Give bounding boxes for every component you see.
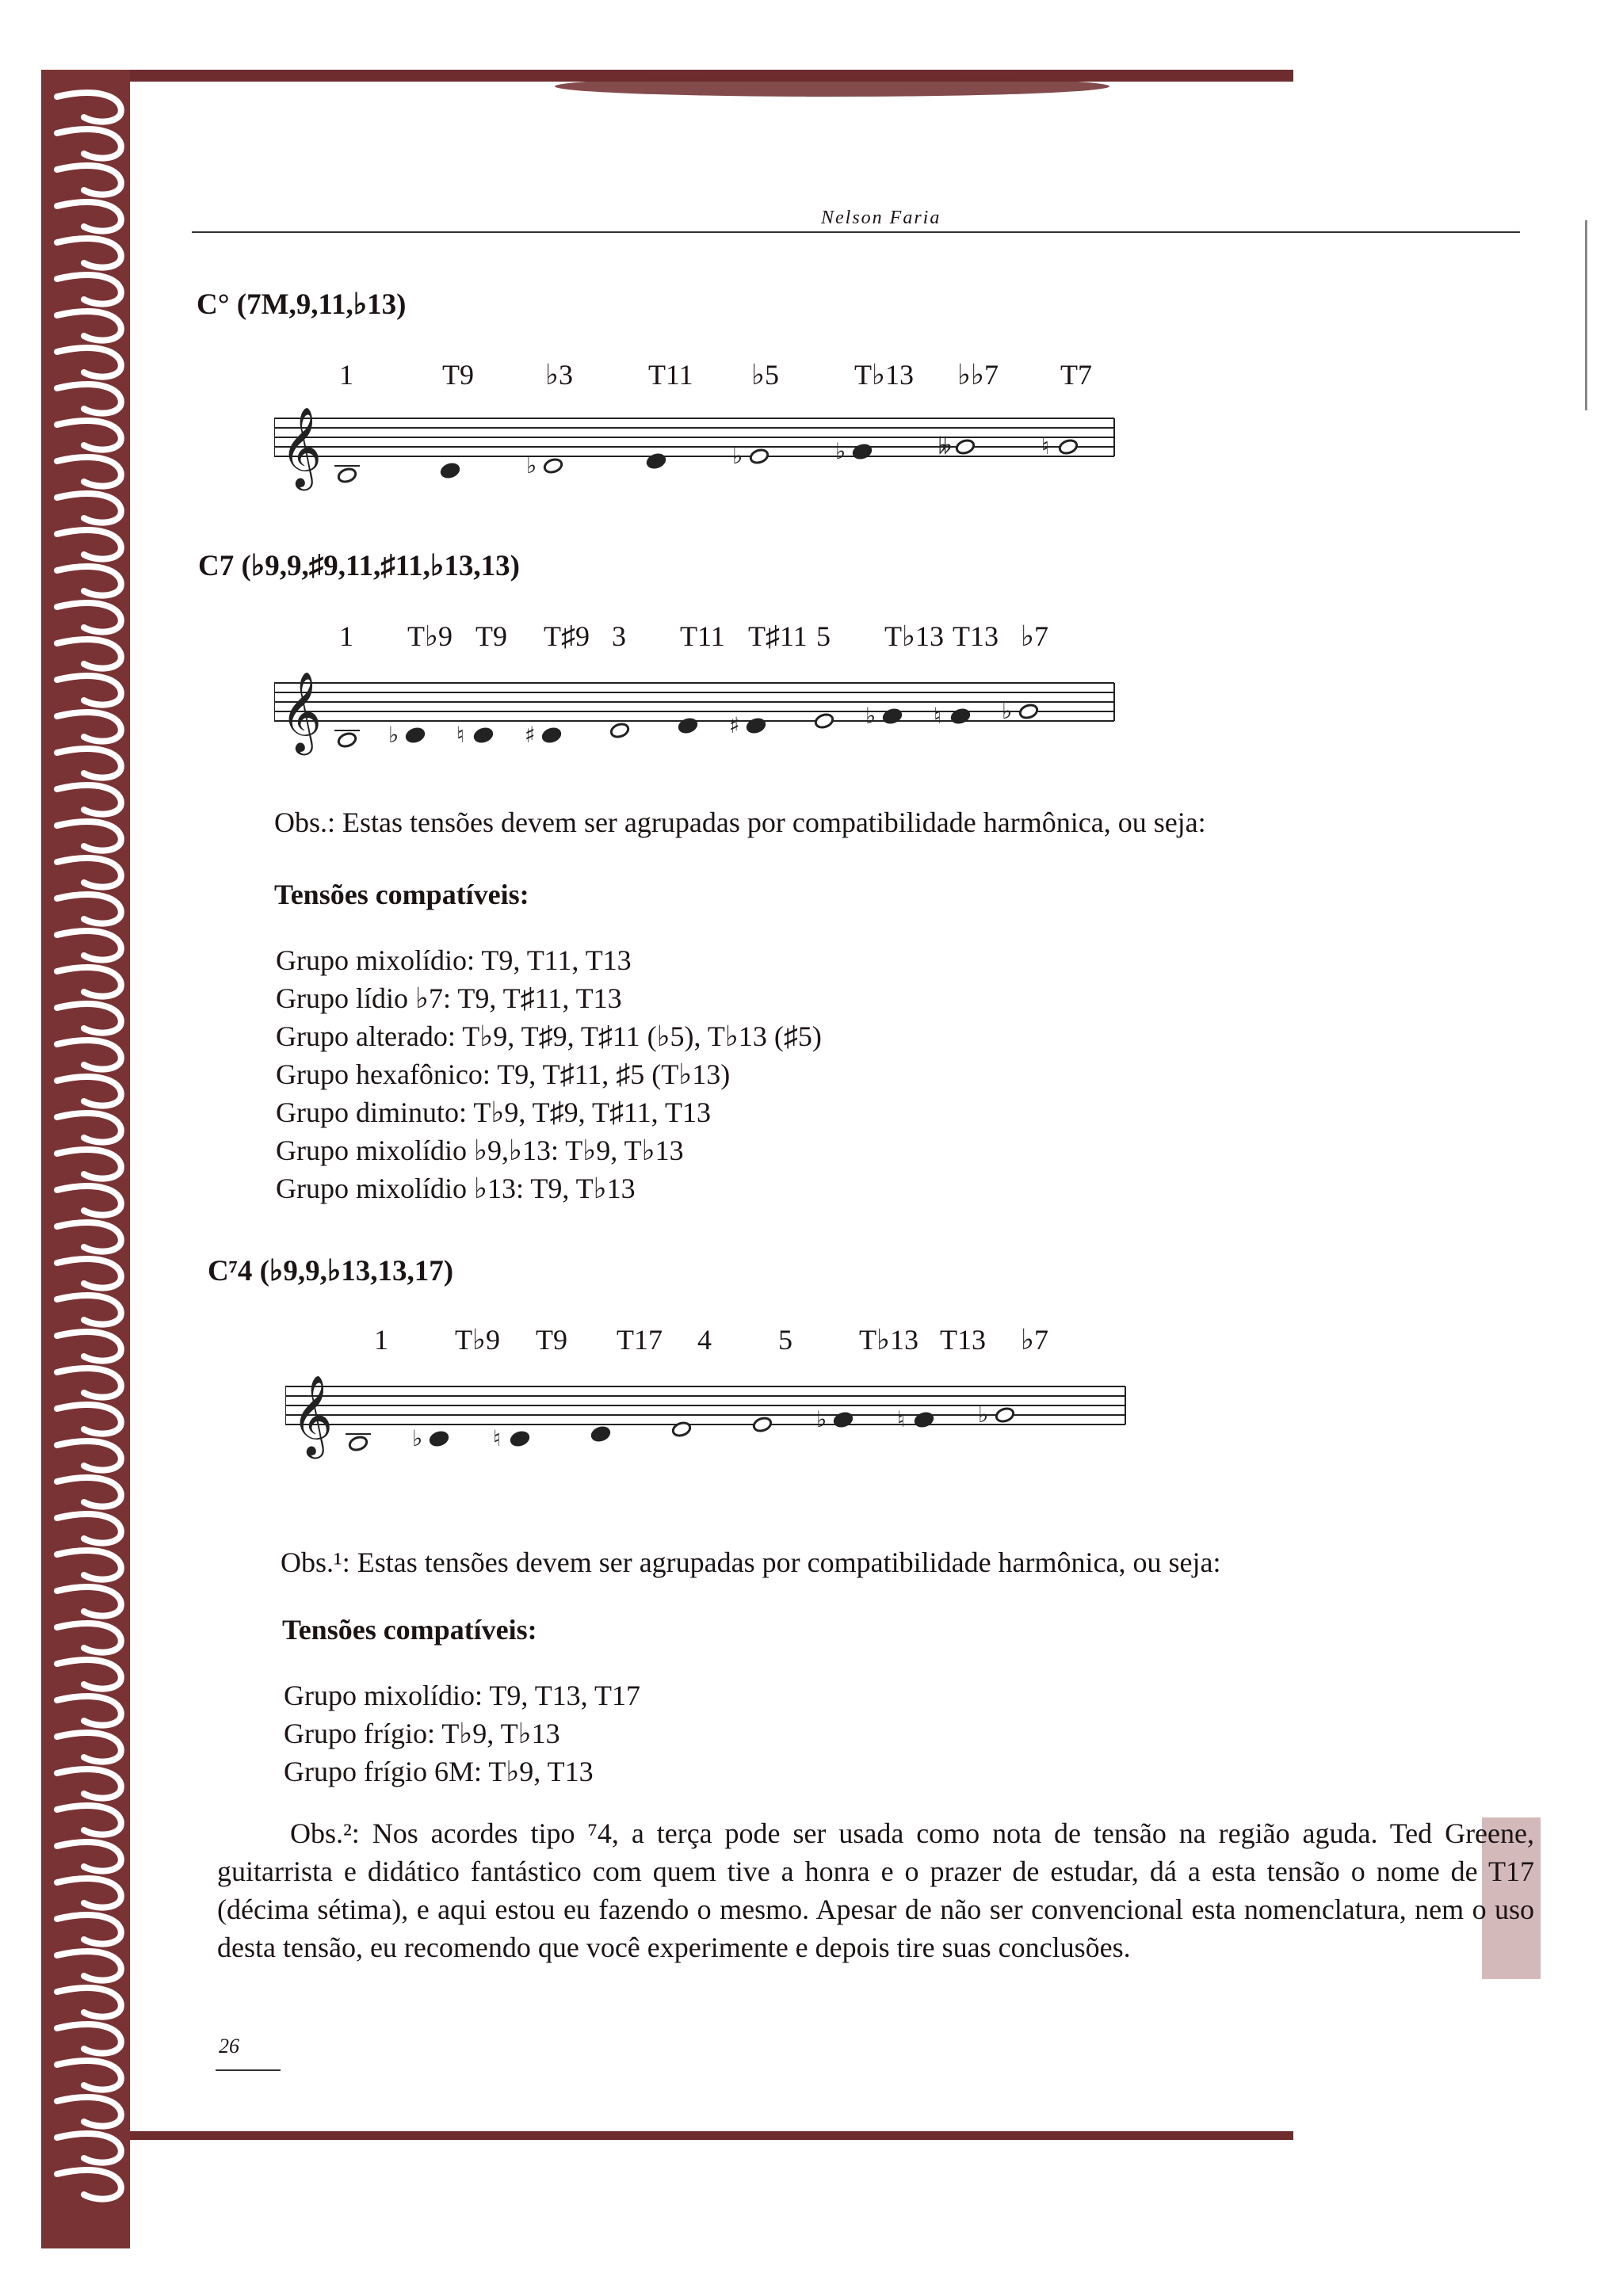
treble-clef-icon: 𝄞 (281, 670, 323, 752)
spiral-ring (57, 1842, 121, 1871)
degree-label: T7 (1060, 359, 1092, 391)
note-head-icon (543, 457, 563, 475)
spiral-ring (57, 1951, 121, 1981)
degree-label: ♭5 (751, 359, 779, 391)
spiral-ring (57, 1441, 121, 1470)
spiral-ring (57, 494, 121, 523)
degree-label: T♭9 (455, 1324, 500, 1356)
spiral-ring (57, 1004, 121, 1033)
group-list-1 (276, 941, 822, 1207)
obs-intro-2: Obs.¹: Estas tensões devem ser agrupadas por compatibilidade harmônica, ou seja: (281, 1547, 1221, 1578)
page-number: 26 (219, 2035, 239, 2058)
spiral-ring (57, 1478, 121, 1507)
accidental: ♮ (456, 722, 465, 748)
accidental: 𝄫 (938, 433, 952, 460)
ink-smudge (555, 76, 1109, 97)
note-head-icon (440, 462, 460, 479)
chord-title-cdim: C° (7M,9,11,♭13) (197, 288, 407, 321)
accidental: ♮ (934, 703, 942, 729)
spiral-ring (57, 1040, 121, 1070)
degree-label: 1 (339, 359, 353, 391)
group-item: Grupo frígio: T♭9, T♭13 (284, 1718, 560, 1749)
accidental: ♭ (732, 443, 743, 469)
degree-label: T♭9 (407, 620, 453, 652)
spiral-ring (57, 2024, 121, 2054)
chord-title-c7: C7 (♭9,9,♯9,11,♯11,♭13,13) (198, 550, 520, 582)
note-head-icon (752, 1416, 773, 1433)
degree-label: T♭13 (884, 620, 944, 652)
spiral-ring (57, 238, 121, 268)
note-head-icon (1018, 703, 1039, 720)
degree-label: T9 (536, 1324, 567, 1356)
note-head-icon (337, 467, 357, 484)
degree-label: T13 (940, 1324, 986, 1356)
note-head-icon (671, 1421, 692, 1438)
paragraph-text: Obs.²: Nos acordes tipo ⁷4, a terça pode ser usada como nota de tensão na região aguda. Ted Greene, guitarrista e didático fantástico com quem tive a honra e o prazer de estudar, dá a esta tensão o nome de T17 (décima sétima), e aqui estou eu fazendo o mesmo. Apesar de não ser convencional esta nomenclatura, nem o uso desta tensão, eu recomendo que você experimente e depois tire suas conclusões. (217, 1817, 1534, 1963)
group-item: Grupo hexafônico: T9, T♯11, ♯5 (T♭13) (276, 1058, 731, 1090)
accidental: ♯ (525, 722, 536, 748)
spiral-ring (57, 311, 121, 341)
obs-intro-1: Obs.: Estas tensões devem ser agrupadas por compatibilidade harmônica, ou seja: (274, 807, 1206, 838)
spiral-ring (57, 1733, 121, 1762)
degree-label: T♭13 (859, 1324, 918, 1356)
spiral-ring (57, 1915, 121, 1944)
chord-title-c74: C⁷4 (♭9,9,♭13,13,17) (208, 1255, 454, 1287)
spiral-ring (57, 1259, 121, 1288)
compatible-heading-2: Tensões compatíveis: (282, 1614, 537, 1646)
accidental: ♭ (978, 1402, 989, 1428)
spiral-binding-icon (48, 89, 135, 2244)
compatible-heading-1: Tensões compatíveis: (274, 879, 529, 910)
spiral-ring (57, 749, 121, 778)
accidental: ♮ (1041, 433, 1050, 460)
note-head-icon (914, 1411, 934, 1428)
note-head-icon (814, 712, 834, 730)
note-head-icon (405, 727, 426, 744)
spiral-ring (57, 1405, 121, 1434)
note-head-icon (337, 731, 357, 749)
accidental: ♭ (526, 452, 537, 479)
degree-label: T♭13 (854, 359, 914, 391)
note-head-icon (348, 1435, 369, 1452)
spiral-ring (57, 457, 121, 486)
degree-label: T♯9 (544, 620, 590, 652)
degree-label: ♭♭7 (957, 359, 999, 391)
note-head-icon (541, 727, 562, 744)
spiral-ring (57, 166, 121, 195)
spiral-ring (57, 1988, 121, 2017)
spiral-ring (57, 1222, 121, 1252)
spiral-ring (57, 967, 121, 997)
accidental: ♮ (493, 1425, 502, 1451)
note-head-icon (950, 707, 971, 725)
spiral-ring (57, 1150, 121, 1179)
spiral-ring (57, 785, 121, 814)
spiral-ring (57, 1696, 121, 1726)
group-item: Grupo alterado: T♭9, T♯9, T♯11 (♭5), T♭13 (♯5) (276, 1020, 822, 1052)
accidental: ♭ (388, 722, 399, 748)
treble-clef-icon: 𝄞 (292, 1374, 334, 1455)
spiral-ring (57, 1077, 121, 1106)
header-rule (192, 231, 1520, 233)
page-number-rule (216, 2069, 281, 2071)
group-item: Grupo mixolídio ♭9,♭13: T♭9, T♭13 (276, 1135, 684, 1166)
accidental: ♭ (1002, 698, 1013, 724)
spiral-ring (57, 2170, 121, 2199)
staff-c74 (285, 1367, 1141, 1470)
note-head-icon (678, 717, 698, 734)
staff-c7 (274, 664, 1130, 767)
spiral-ring (57, 202, 121, 231)
degree-label: 4 (697, 1324, 712, 1356)
spiral-ring (57, 1550, 121, 1580)
note-head-icon (590, 1425, 611, 1443)
note-head-icon (749, 448, 769, 465)
accidental: ♮ (897, 1406, 906, 1432)
degree-label: ♭3 (545, 359, 573, 391)
spiral-ring (57, 566, 121, 596)
spiral-ring (57, 1660, 121, 1689)
spiral-ring (57, 1186, 121, 1215)
spiral-ring (57, 1623, 121, 1653)
group-list-2 (284, 1676, 640, 1791)
spiral-ring (57, 1587, 121, 1616)
note-head-icon (510, 1430, 530, 1447)
spiral-ring (57, 1368, 121, 1398)
degree-label: T11 (680, 620, 725, 652)
spiral-ring (57, 931, 121, 960)
group-item: Grupo frígio 6M: T♭9, T13 (284, 1756, 594, 1787)
spiral-ring (57, 1113, 121, 1142)
note-head-icon (746, 717, 766, 734)
group-item: Grupo diminuto: T♭9, T♯9, T♯11, T13 (276, 1097, 711, 1128)
note-head-icon (646, 452, 666, 470)
spiral-ring (57, 639, 121, 669)
spiral-ring (57, 676, 121, 705)
spiral-ring (57, 129, 121, 158)
spiral-ring (57, 1332, 121, 1361)
margin-mark (1585, 220, 1587, 410)
accidental: ♭ (816, 1406, 827, 1432)
spiral-ring (57, 1514, 121, 1543)
note-head-icon (995, 1406, 1015, 1424)
spiral-ring (57, 1295, 121, 1325)
obs-paragraph (217, 1814, 1534, 1966)
note-head-icon (882, 707, 903, 725)
note-head-icon (852, 443, 873, 460)
degree-label: T13 (953, 620, 999, 652)
spiral-ring (57, 93, 121, 122)
staff-cdim (274, 399, 1130, 502)
spiral-ring (57, 858, 121, 887)
degree-label: T♯11 (748, 620, 808, 652)
spiral-ring (57, 894, 121, 924)
spiral-ring (57, 1806, 121, 1835)
spiral-ring (57, 2061, 121, 2090)
spiral-ring (57, 1878, 121, 1908)
degree-label: 1 (374, 1324, 388, 1356)
degree-label: T9 (475, 620, 507, 652)
group-item: Grupo mixolídio ♭13: T9, T♭13 (276, 1173, 636, 1204)
group-item: Grupo mixolídio: T9, T13, T17 (284, 1680, 641, 1711)
accidental: ♭ (412, 1425, 423, 1451)
spiral-ring (57, 384, 121, 414)
spiral-ring (57, 2097, 121, 2126)
spiral-ring (57, 712, 121, 742)
spiral-ring (57, 530, 121, 559)
degree-label: 5 (778, 1324, 792, 1356)
accidental: ♭ (835, 438, 846, 464)
running-head-author: Nelson Faria (821, 208, 941, 228)
note-head-icon (609, 722, 630, 739)
spiral-ring (57, 1769, 121, 1798)
spiral-ring (57, 348, 121, 377)
degree-label: 5 (816, 620, 831, 652)
note-head-icon (473, 727, 494, 744)
accidental: ♭ (865, 703, 876, 729)
degree-label: ♭7 (1021, 1324, 1048, 1356)
group-item: Grupo mixolídio: T9, T11, T13 (276, 944, 632, 976)
note-head-icon (429, 1430, 449, 1447)
degree-label: T9 (442, 359, 474, 391)
bottom-border-bar (130, 2131, 1293, 2140)
accidental: ♯ (729, 712, 740, 738)
degree-label: T17 (617, 1324, 663, 1356)
note-head-icon (1058, 438, 1079, 456)
degree-label: 1 (339, 620, 353, 652)
group-item: Grupo lídio ♭7: T9, T♯11, T13 (276, 982, 622, 1014)
degree-label: T11 (648, 359, 693, 391)
spiral-ring (57, 2134, 121, 2163)
spiral-ring (57, 421, 121, 450)
degree-label: 3 (612, 620, 626, 652)
degree-label: ♭7 (1021, 620, 1048, 652)
note-head-icon (833, 1411, 854, 1428)
spiral-ring (57, 603, 121, 632)
note-head-icon (955, 438, 976, 456)
spiral-ring (57, 822, 121, 851)
spiral-ring (57, 275, 121, 304)
treble-clef-icon: 𝄞 (281, 406, 323, 487)
